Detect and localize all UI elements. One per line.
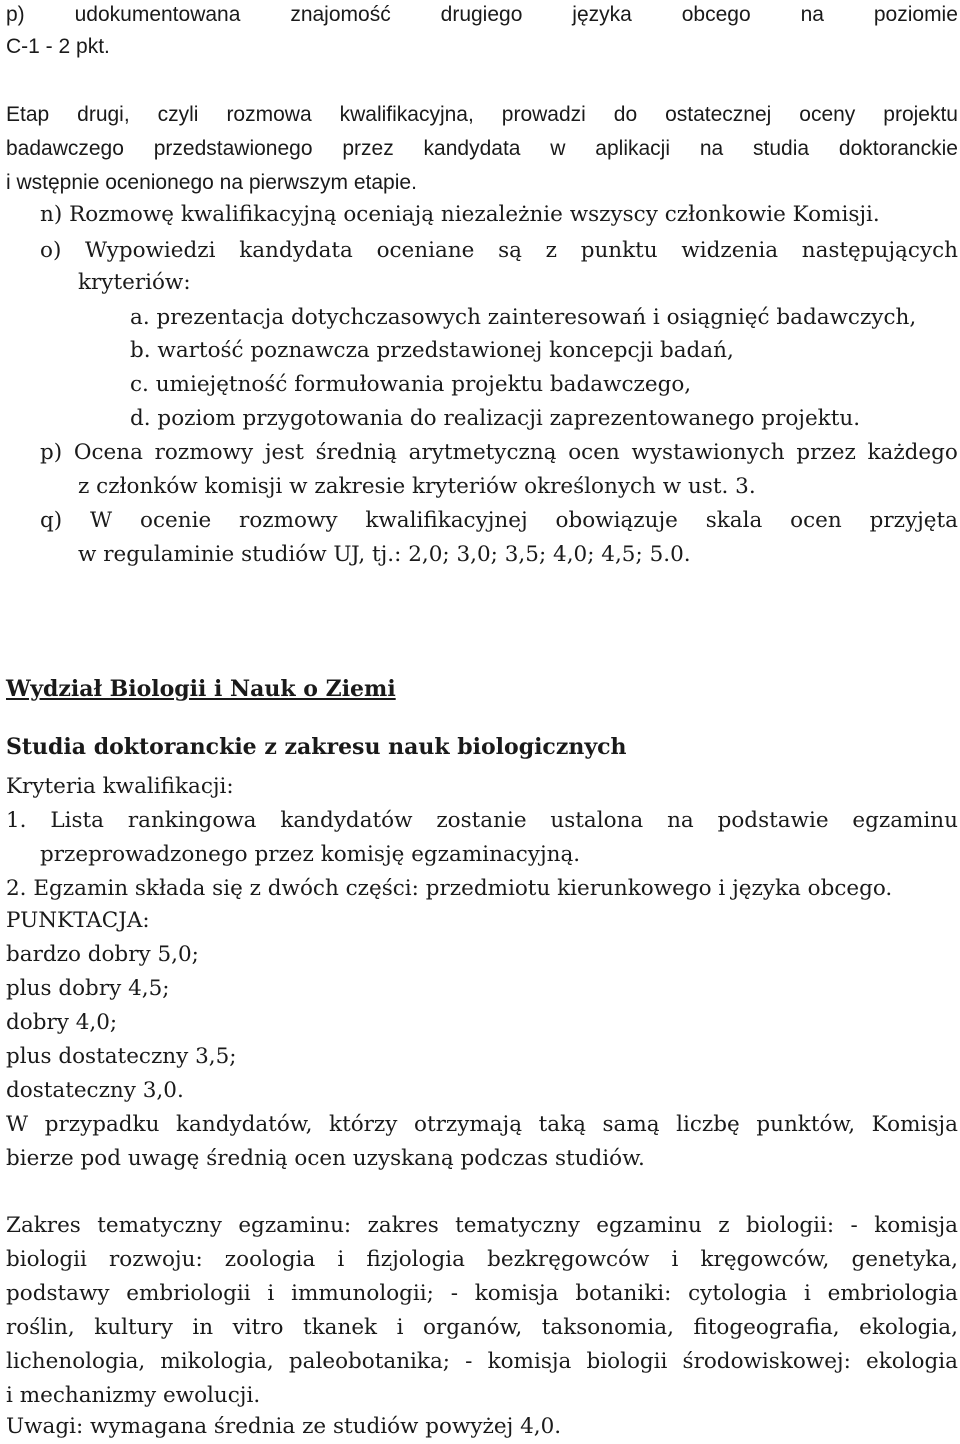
word: taksonomia, [541, 1315, 674, 1340]
word: badawczego [6, 137, 124, 160]
word: każdego [867, 440, 958, 465]
word: na [667, 808, 694, 833]
word: genetyka, [851, 1247, 958, 1272]
word: kandydatów [280, 808, 413, 833]
word: ustalona [550, 808, 644, 833]
word: udokumentowana [74, 3, 241, 26]
word: ekologia, [859, 1315, 958, 1340]
word: skala [705, 508, 763, 533]
word: ekologia [865, 1349, 958, 1374]
word: Wypowiedzi [85, 238, 216, 263]
word: przypadku [44, 1112, 160, 1137]
word: embriologii [126, 1281, 251, 1306]
scope-line1 [6, 1211, 958, 1241]
word: poziomie [873, 3, 958, 26]
word: p) [6, 3, 25, 26]
faculty-title: Wydział Biologii i Nauk o Ziemi [6, 676, 396, 702]
item-p-line1 [6, 0, 958, 30]
word: drugi, [77, 103, 130, 126]
word: liczbę [676, 1112, 740, 1137]
word: którzy [329, 1112, 398, 1137]
word: rozmowy [239, 508, 338, 533]
word: i [337, 1247, 345, 1272]
word: języka [572, 3, 632, 26]
sub-item-a: a. prezentacja dotychczasowych zainteresowań i osiągnięć badawczych, [130, 305, 917, 330]
item-q-line2: w regulaminie studiów UJ, tj.: 2,0; 3,0; 3,5; 4,0; 4,5; 5.0. [78, 542, 691, 567]
word: ocen [790, 508, 842, 533]
word: obowiązuje [555, 508, 678, 533]
word: 1. [6, 808, 27, 833]
criterion-1-line1 [6, 806, 958, 836]
word: kręgowców, [700, 1247, 830, 1272]
word: roślin, [6, 1315, 75, 1340]
word: z [718, 1213, 730, 1238]
scope-line2 [6, 1245, 958, 1275]
word: tematyczny [97, 1213, 222, 1238]
word: kandydata [423, 137, 521, 160]
score-line: dobry 4,0; [6, 1010, 118, 1035]
score-line: plus dobry 4,5; [6, 976, 170, 1001]
word: rozmowy [154, 440, 254, 465]
sub-item-c: c. umiejętność formułowania projektu badawczego, [130, 372, 692, 397]
word: znajomość [290, 3, 391, 26]
word: o) [40, 238, 62, 263]
word: egzaminu: [238, 1213, 352, 1238]
score-line: bardzo dobry 5,0; [6, 942, 199, 967]
note: Uwagi: wymagana średnia ze studiów powyżej 4,0. [6, 1414, 562, 1439]
word: q) [40, 508, 63, 533]
word: Ocena [73, 440, 143, 465]
word: obcego [681, 3, 751, 26]
word: - [850, 1213, 858, 1238]
tie-rule-line1 [6, 1110, 958, 1140]
criterion-1-line2: przeprowadzonego przez komisję egzaminacyjną. [40, 842, 581, 867]
word: środowiskowej: [682, 1349, 851, 1374]
score-line: dostateczny 3,0. [6, 1078, 184, 1103]
word: paleobotanika; [288, 1349, 451, 1374]
word: kandydatów, [176, 1112, 313, 1137]
word: ostatecznej [665, 103, 772, 126]
item-o-line1 [40, 236, 958, 266]
word: biologii [6, 1247, 87, 1272]
scope-line3 [6, 1279, 958, 1309]
word: biologii [586, 1349, 668, 1374]
word: drugiego [440, 3, 523, 26]
word: arytmetyczną [408, 440, 557, 465]
word: kandydata [239, 238, 353, 263]
word: punktów, [756, 1112, 856, 1137]
word: i [671, 1247, 679, 1272]
tie-rule-line2: bierze pod uwagę średnią ocen uzyskaną podczas studiów. [6, 1146, 645, 1171]
scoring-label: PUNKTACJA: [6, 908, 150, 933]
word: fitogeografia, [693, 1315, 840, 1340]
word: średnią [315, 440, 397, 465]
word: punktu [580, 238, 658, 263]
word: lichenologia, [6, 1349, 146, 1374]
word: in [192, 1315, 214, 1340]
word: i [267, 1281, 275, 1306]
word: wystawionych [631, 440, 785, 465]
word: czyli [157, 103, 199, 126]
word: - [450, 1281, 458, 1306]
sub-item-d: d. poziom przygotowania do realizacji zaprezentowanego projektu. [130, 406, 861, 431]
word: - [465, 1349, 473, 1374]
word: kwalifikacyjna, [339, 103, 474, 126]
word: kwalifikacyjnej [365, 508, 528, 533]
criterion-2: 2. Egzamin składa się z dwóch części: przedmiotu kierunkowego i języka obcego. [6, 876, 893, 901]
etap-line3: i wstępnie ocenionego na pierwszym etapie. [6, 171, 417, 194]
etap-line1 [6, 100, 958, 130]
item-q-line1 [40, 506, 958, 536]
item-o-line2: kryteriów: [78, 270, 191, 295]
item-p-line2: C-1 - 2 pkt. [6, 35, 110, 58]
word: cytologia [688, 1281, 788, 1306]
word: biologii: [745, 1213, 835, 1238]
word: prowadzi [501, 103, 586, 126]
word: ocenie [140, 508, 212, 533]
word: przez [342, 137, 394, 160]
word: zoologia [224, 1247, 316, 1272]
item-p2-line1 [40, 438, 958, 468]
word: na [699, 137, 724, 160]
etap-line2 [6, 134, 958, 164]
word: kultury [94, 1315, 173, 1340]
word: egzaminu [596, 1213, 702, 1238]
word: w [550, 137, 566, 160]
word: samą [602, 1112, 660, 1137]
item-n: n) Rozmowę kwalifikacyjną oceniają niezależnie wszyscy członkowie Komisji. [40, 202, 880, 227]
word: Komisja [871, 1112, 958, 1137]
word: komisja [487, 1349, 572, 1374]
scope-line4 [6, 1313, 958, 1343]
word: projektu [883, 103, 958, 126]
word: widzenia [681, 238, 779, 263]
word: do [613, 103, 638, 126]
word: rankingowa [127, 808, 257, 833]
sub-item-b: b. wartość poznawcza przedstawionej koncepcji badań, [130, 338, 734, 363]
word: następujących [801, 238, 958, 263]
word: tkanek [303, 1315, 378, 1340]
word: otrzymają [414, 1112, 523, 1137]
word: ocen [568, 440, 620, 465]
word: aplikacji [595, 137, 670, 160]
word: Zakres [6, 1213, 81, 1238]
word: mikologia, [160, 1349, 274, 1374]
word: rozmowa [226, 103, 312, 126]
score-line: plus dostateczny 3,5; [6, 1044, 237, 1069]
word: W [6, 1112, 29, 1137]
word: vitro [232, 1315, 284, 1340]
word: zakres [367, 1213, 439, 1238]
word: bezkręgowców [487, 1247, 650, 1272]
word: egzaminu [852, 808, 958, 833]
word: i [396, 1315, 404, 1340]
word: komisja [874, 1213, 958, 1238]
word: tematyczny [455, 1213, 580, 1238]
word: W [90, 508, 113, 533]
word: Etap [6, 103, 50, 126]
word: oceniane [376, 238, 475, 263]
word: przez [796, 440, 856, 465]
word: i [803, 1281, 811, 1306]
word: przedstawionego [153, 137, 313, 160]
word: na [800, 3, 824, 26]
scope-line5 [6, 1347, 958, 1377]
word: są [498, 238, 522, 263]
program-title: Studia doktoranckie z zakresu nauk biologicznych [6, 734, 627, 760]
word: przyjęta [869, 508, 958, 533]
word: jest [264, 440, 304, 465]
item-p2-line2: z członków komisji w zakresie kryteriów określonych w ust. 3. [78, 474, 756, 499]
word: botaniki: [575, 1281, 672, 1306]
word: podstawy [6, 1281, 110, 1306]
word: organów, [422, 1315, 523, 1340]
word: embriologia [827, 1281, 958, 1306]
word: podstawie [717, 808, 829, 833]
word: Lista [50, 808, 105, 833]
word: rozwoju: [109, 1247, 203, 1272]
word: p) [40, 440, 63, 465]
word: komisja [474, 1281, 559, 1306]
word: studia [753, 137, 810, 160]
word: oceny [799, 103, 856, 126]
word: z [545, 238, 557, 263]
word: doktoranckie [838, 137, 958, 160]
word: zostanie [436, 808, 527, 833]
word: taką [538, 1112, 586, 1137]
scope-line6: i mechanizmy ewolucji. [6, 1383, 261, 1408]
word: immunologii; [291, 1281, 434, 1306]
word: fizjologia [366, 1247, 465, 1272]
criteria-label: Kryteria kwalifikacji: [6, 774, 234, 799]
